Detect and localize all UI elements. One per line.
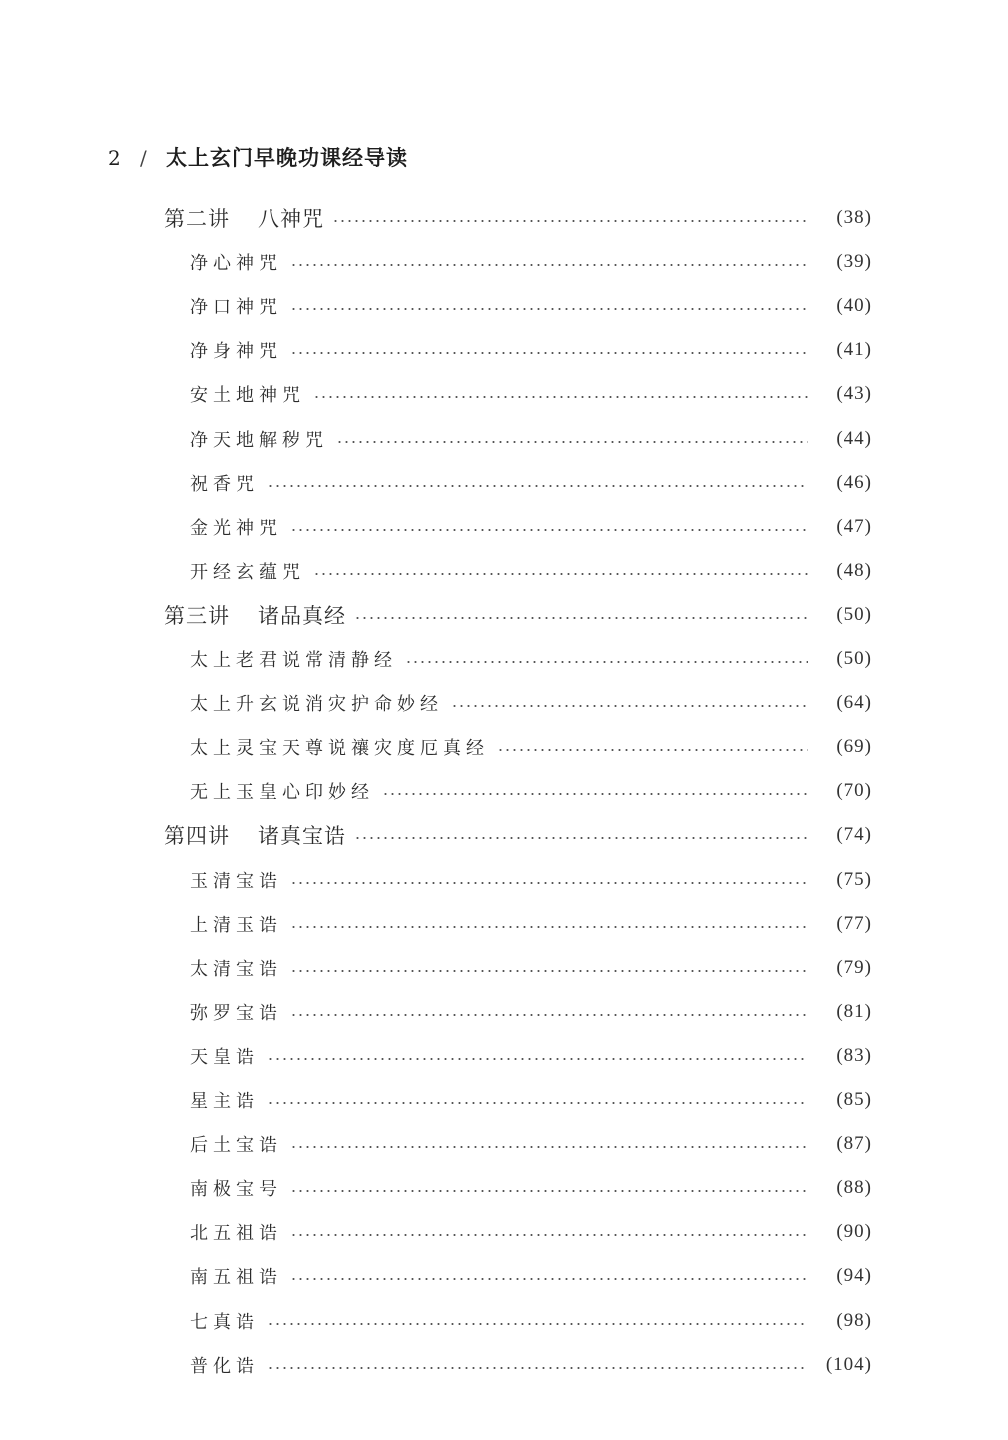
dot-leader <box>497 749 808 751</box>
toc-entry-title: 太清宝诰 <box>190 958 282 980</box>
toc-entry-title: 祝香咒 <box>190 473 259 495</box>
toc-page-number: (79) <box>836 956 872 978</box>
dot-leader <box>313 396 808 398</box>
toc-entry-title: 安土地神咒 <box>190 385 305 407</box>
toc-entry-title: 弥罗宝诰 <box>190 1002 282 1024</box>
toc-section-row <box>190 683 872 723</box>
toc-page-number: (38) <box>836 207 872 228</box>
dot-leader <box>267 1058 808 1060</box>
toc-page-number: (90) <box>836 1221 872 1243</box>
dot-leader <box>267 1102 808 1104</box>
toc-entry-label <box>190 426 328 452</box>
toc-page-number: (77) <box>836 912 872 934</box>
toc-page-number: (83) <box>836 1044 872 1066</box>
toc-section-row <box>190 948 872 988</box>
toc-page-number: (48) <box>836 559 872 581</box>
toc-page-number: (70) <box>836 780 872 802</box>
toc-entry-title: 八神咒 <box>258 207 324 231</box>
toc-entry-title: 上清玉诰 <box>190 914 282 936</box>
toc-chapter-number: 第二讲 <box>164 207 230 231</box>
toc-page-number: (39) <box>836 251 872 273</box>
toc-section-row <box>190 1124 872 1164</box>
toc-entry-title: 太上灵宝天尊说禳灾度厄真经 <box>190 738 489 760</box>
toc-entry-title: 开经玄蕴咒 <box>190 561 305 583</box>
toc-section-row <box>190 639 872 679</box>
toc-chapter-row <box>164 198 872 238</box>
toc-page-number: (41) <box>836 339 872 361</box>
toc-entry-label <box>190 558 305 584</box>
toc-entry-label <box>190 955 282 981</box>
toc-chapter-row <box>164 815 872 855</box>
toc-entry-label <box>190 249 282 275</box>
toc-chapter-number: 第四讲 <box>164 824 230 849</box>
toc-page-number: (47) <box>836 515 872 537</box>
toc-section-row <box>190 551 872 591</box>
toc-entry-title: 七真诰 <box>190 1311 259 1333</box>
page-number: 2 <box>108 146 121 170</box>
toc-entry-title: 天皇诰 <box>190 1046 259 1068</box>
toc-section-row <box>190 374 872 414</box>
toc-entry-label <box>190 1308 259 1334</box>
toc-entry-label <box>190 470 259 496</box>
toc-section-row <box>190 419 872 459</box>
dot-leader <box>290 1234 808 1236</box>
dot-leader <box>451 705 808 707</box>
toc-page-number: (81) <box>836 1000 872 1022</box>
toc-entry-title: 后土宝诰 <box>190 1135 282 1157</box>
toc-section-row <box>190 1256 872 1296</box>
toc-entry-label <box>190 999 282 1025</box>
dot-leader <box>290 882 808 884</box>
toc-page-number: (88) <box>836 1177 872 1199</box>
dot-leader <box>290 1014 808 1016</box>
toc-section-row <box>190 1168 872 1208</box>
toc-entry-label <box>190 514 282 540</box>
toc-entry-label <box>190 1352 259 1378</box>
toc-section-row <box>190 1345 872 1385</box>
dot-leader <box>290 1190 808 1192</box>
toc-entry-title: 无上玉皇心印妙经 <box>190 782 374 804</box>
toc-chapter-row <box>164 595 872 635</box>
dot-leader <box>336 441 808 443</box>
toc-entry-label <box>190 646 397 672</box>
toc-page-number: (104) <box>825 1353 872 1375</box>
toc-entry-label <box>190 1219 282 1245</box>
toc-entry-label <box>190 911 282 937</box>
dot-leader <box>290 1146 808 1148</box>
toc-section-row <box>190 727 872 767</box>
toc-page-number: (69) <box>836 736 872 758</box>
toc-entry-title: 诸真宝诰 <box>258 824 346 849</box>
toc-entry-title: 太上老君说常清静经 <box>190 650 397 671</box>
toc-entry-title: 星主诰 <box>190 1091 259 1112</box>
toc-entry-label <box>190 1131 282 1157</box>
toc-section-row <box>190 1212 872 1252</box>
toc-page-number: (43) <box>836 383 872 405</box>
toc-section-row <box>190 1080 872 1120</box>
toc-entry-title: 普化诰 <box>190 1355 259 1377</box>
toc-page-number: (85) <box>836 1089 872 1110</box>
dot-leader <box>267 1323 808 1325</box>
toc-entry-title: 净口神咒 <box>190 297 282 319</box>
toc-entry-title: 玉清宝诰 <box>190 870 282 892</box>
dot-leader <box>332 220 808 222</box>
toc-entry-title: 净天地解秽咒 <box>190 429 328 451</box>
toc-entry-label <box>190 867 282 893</box>
toc-section-row <box>190 330 872 370</box>
toc-entry-label <box>164 820 346 850</box>
toc-section-row <box>190 507 872 547</box>
toc-entry-label <box>190 1263 282 1289</box>
toc-entry-label <box>190 293 282 319</box>
toc-section-row <box>190 771 872 811</box>
toc-entry-title: 诸品真经 <box>258 603 346 628</box>
toc-page-number: (98) <box>836 1309 872 1331</box>
book-title: 太上玄门早晚功课经导读 <box>166 145 408 170</box>
dot-leader <box>290 264 808 266</box>
toc-entry-title: 金光神咒 <box>190 517 282 539</box>
header-separator: / <box>140 146 147 170</box>
toc-entry-label <box>190 778 374 804</box>
toc-section-row <box>190 992 872 1032</box>
toc-entry-label <box>164 600 346 630</box>
toc-entry-title: 太上升玄说消灾护命妙经 <box>190 694 443 716</box>
toc-entry-title: 南五祖诰 <box>190 1267 282 1289</box>
toc-section-row <box>190 463 872 503</box>
dot-leader <box>313 573 808 575</box>
toc-page-number: (50) <box>836 603 872 625</box>
toc-page-number: (74) <box>836 824 872 846</box>
toc-entry-title: 净身神咒 <box>190 341 282 363</box>
toc-section-row <box>190 860 872 900</box>
toc-entry-title: 南极宝号 <box>190 1179 282 1201</box>
toc-page-number: (94) <box>836 1265 872 1287</box>
page-header <box>108 142 408 172</box>
toc-entry-title: 北五祖诰 <box>190 1223 282 1245</box>
toc-page-number: (44) <box>836 427 872 449</box>
dot-leader <box>290 308 808 310</box>
toc-entry-label <box>164 203 324 233</box>
dot-leader <box>290 529 808 531</box>
toc-section-row <box>190 1301 872 1341</box>
dot-leader <box>267 485 808 487</box>
toc-page-number: (75) <box>836 868 872 890</box>
toc-entry-label <box>190 381 305 407</box>
toc-section-row <box>190 242 872 282</box>
toc-entry-label <box>190 734 489 760</box>
toc-entry-label <box>190 690 443 716</box>
dot-leader <box>290 926 808 928</box>
toc-entry-title: 净心神咒 <box>190 253 282 275</box>
toc-section-row <box>190 1036 872 1076</box>
toc-page-number: (50) <box>836 648 872 669</box>
dot-leader <box>382 793 808 795</box>
toc-entry-label <box>190 1087 259 1113</box>
toc-page-number: (46) <box>836 471 872 493</box>
dot-leader <box>354 617 808 619</box>
dot-leader <box>290 1278 808 1280</box>
toc-entry-label <box>190 1175 282 1201</box>
toc-chapter-number: 第三讲 <box>164 603 230 628</box>
toc-page-number: (87) <box>836 1133 872 1155</box>
dot-leader <box>290 970 808 972</box>
toc-entry-label <box>190 337 282 363</box>
dot-leader <box>290 352 808 354</box>
toc-section-row <box>190 286 872 326</box>
dot-leader <box>405 661 808 663</box>
toc-entry-label <box>190 1043 259 1069</box>
dot-leader <box>354 837 808 839</box>
toc-page-number: (40) <box>836 295 872 317</box>
toc-section-row <box>190 904 872 944</box>
toc-page-number: (64) <box>836 692 872 714</box>
dot-leader <box>267 1367 808 1369</box>
